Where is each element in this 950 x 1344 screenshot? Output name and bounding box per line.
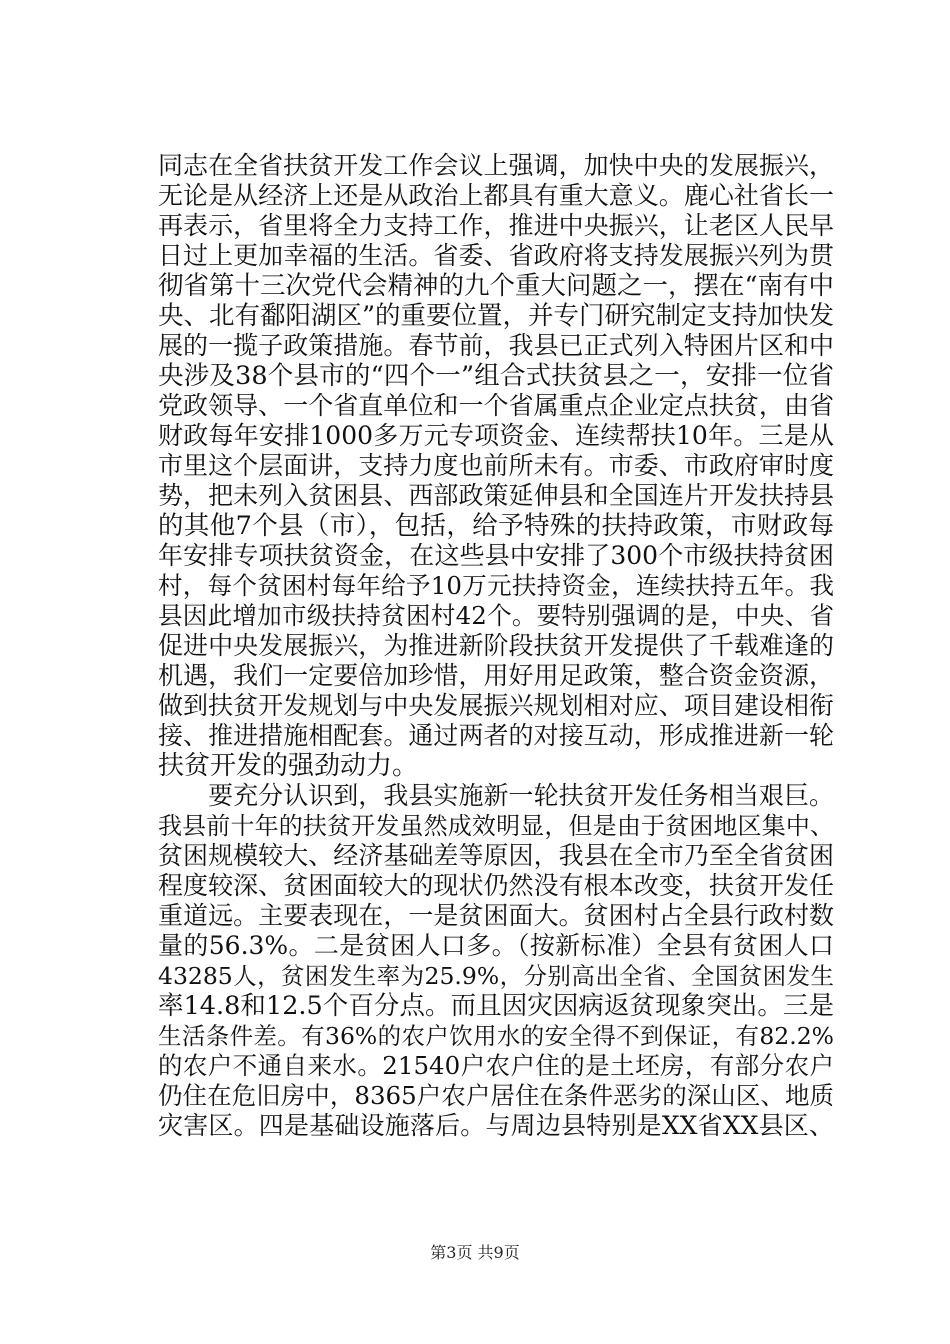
- text-line: 的其他7个县（市），包括，给予特殊的扶持政策，市财政每: [158, 511, 834, 541]
- text-line: 灾害区。四是基础设施落后。与周边县特别是XX省XX县区、: [158, 1111, 834, 1140]
- text-line: 重道远。主要表现在，一是贫困面大。贫困村占全县行政村数: [158, 901, 834, 930]
- text-line-paragraph-start: 要充分认识到，我县实施新一轮扶贫开发任务相当艰巨。: [158, 781, 834, 810]
- text-line: 彻省第十三次党代会精神的九个重大问题之一，摆在“南有中: [158, 271, 835, 301]
- text-line: 市里这个层面讲，支持力度也前所未有。市委、市政府审时度: [158, 451, 834, 480]
- text-line: 党政领导、一个省直单位和一个省属重点企业定点扶贫，由省: [158, 391, 834, 420]
- text-line: 生活条件差。有36%的农户饮用水的安全得不到保证，有82.2%: [158, 1022, 834, 1050]
- text-line: 县因此增加市级扶持贫困村42个。要特别强调的是，中央、省: [158, 601, 834, 630]
- text-line: 量的56.3%。二是贫困人口多。（按新标准）全县有贫困人口: [158, 931, 834, 960]
- text-line: 做到扶贫开发规划与中央发展振兴规划相对应、项目建设相衔: [158, 691, 834, 720]
- text-line: 势，把未列入贫困县、西部政策延伸县和全国连片开发扶持县: [158, 481, 834, 510]
- page-number-footer: 第3页 共9页: [430, 1243, 520, 1262]
- text-line: 我县前十年的扶贫开发虽然成效明显，但是由于贫困地区集中、: [158, 812, 834, 840]
- text-line: 贫困规模较大、经济基础差等原因，我县在全市乃至全省贫困: [158, 841, 834, 870]
- text-line: 的农户不通自来水。21540户农户住的是土坯房，有部分农户: [158, 1051, 834, 1080]
- text-line: 无论是从经济上还是从政治上都具有重大意义。鹿心社省长一: [158, 181, 834, 210]
- text-line: 村，每个贫困村每年给予10万元扶持资金，连续扶持五年。我: [158, 571, 834, 600]
- text-line: 机遇，我们一定要倍加珍惜，用好用足政策，整合资金资源，: [158, 661, 834, 690]
- text-line: 年安排专项扶贫资金，在这些县中安排了300个市级扶持贫困: [158, 541, 834, 570]
- text-line: 程度较深、贫困面较大的现状仍然没有根本改变，扶贫开发任: [158, 871, 834, 900]
- text-line: 促进中央发展振兴，为推进新阶段扶贫开发提供了千载难逢的: [158, 631, 834, 660]
- text-line: 再表示，省里将全力支持工作，推进中央振兴，让老区人民早: [158, 211, 834, 240]
- text-line: 财政每年安排1000多万元专项资金、连续帮扶10年。三是从: [158, 421, 834, 450]
- text-line: 接、推进措施相配套。通过两者的对接互动，形成推进新一轮: [158, 721, 834, 750]
- text-line: 央、北有鄱阳湖区”的重要位置，并专门研究制定支持加快发: [158, 301, 835, 331]
- text-line: 展的一揽子政策措施。春节前，我县已正式列入特困片区和中: [158, 331, 834, 360]
- text-line: 仍住在危旧房中，8365户农户居住在条件恶劣的深山区、地质: [158, 1081, 834, 1110]
- text-line: 日过上更加幸福的生活。省委、省政府将支持发展振兴列为贯: [158, 241, 834, 270]
- text-line: 同志在全省扶贫开发工作会议上强调，加快中央的发展振兴，: [158, 151, 834, 180]
- text-line: 43285人，贫困发生率为25.9%，分别高出全省、全国贫困发生: [158, 962, 834, 990]
- text-line-paragraph-end: 扶贫开发的强劲动力。: [158, 751, 419, 781]
- text-line: 央涉及38个县市的“四个一”组合式扶贫县之一，安排一位省: [158, 361, 834, 391]
- document-body: [158, 151, 834, 1141]
- text-line: 率14.8和12.5个百分点。而且因灾因病返贫现象突出。三是: [158, 991, 834, 1021]
